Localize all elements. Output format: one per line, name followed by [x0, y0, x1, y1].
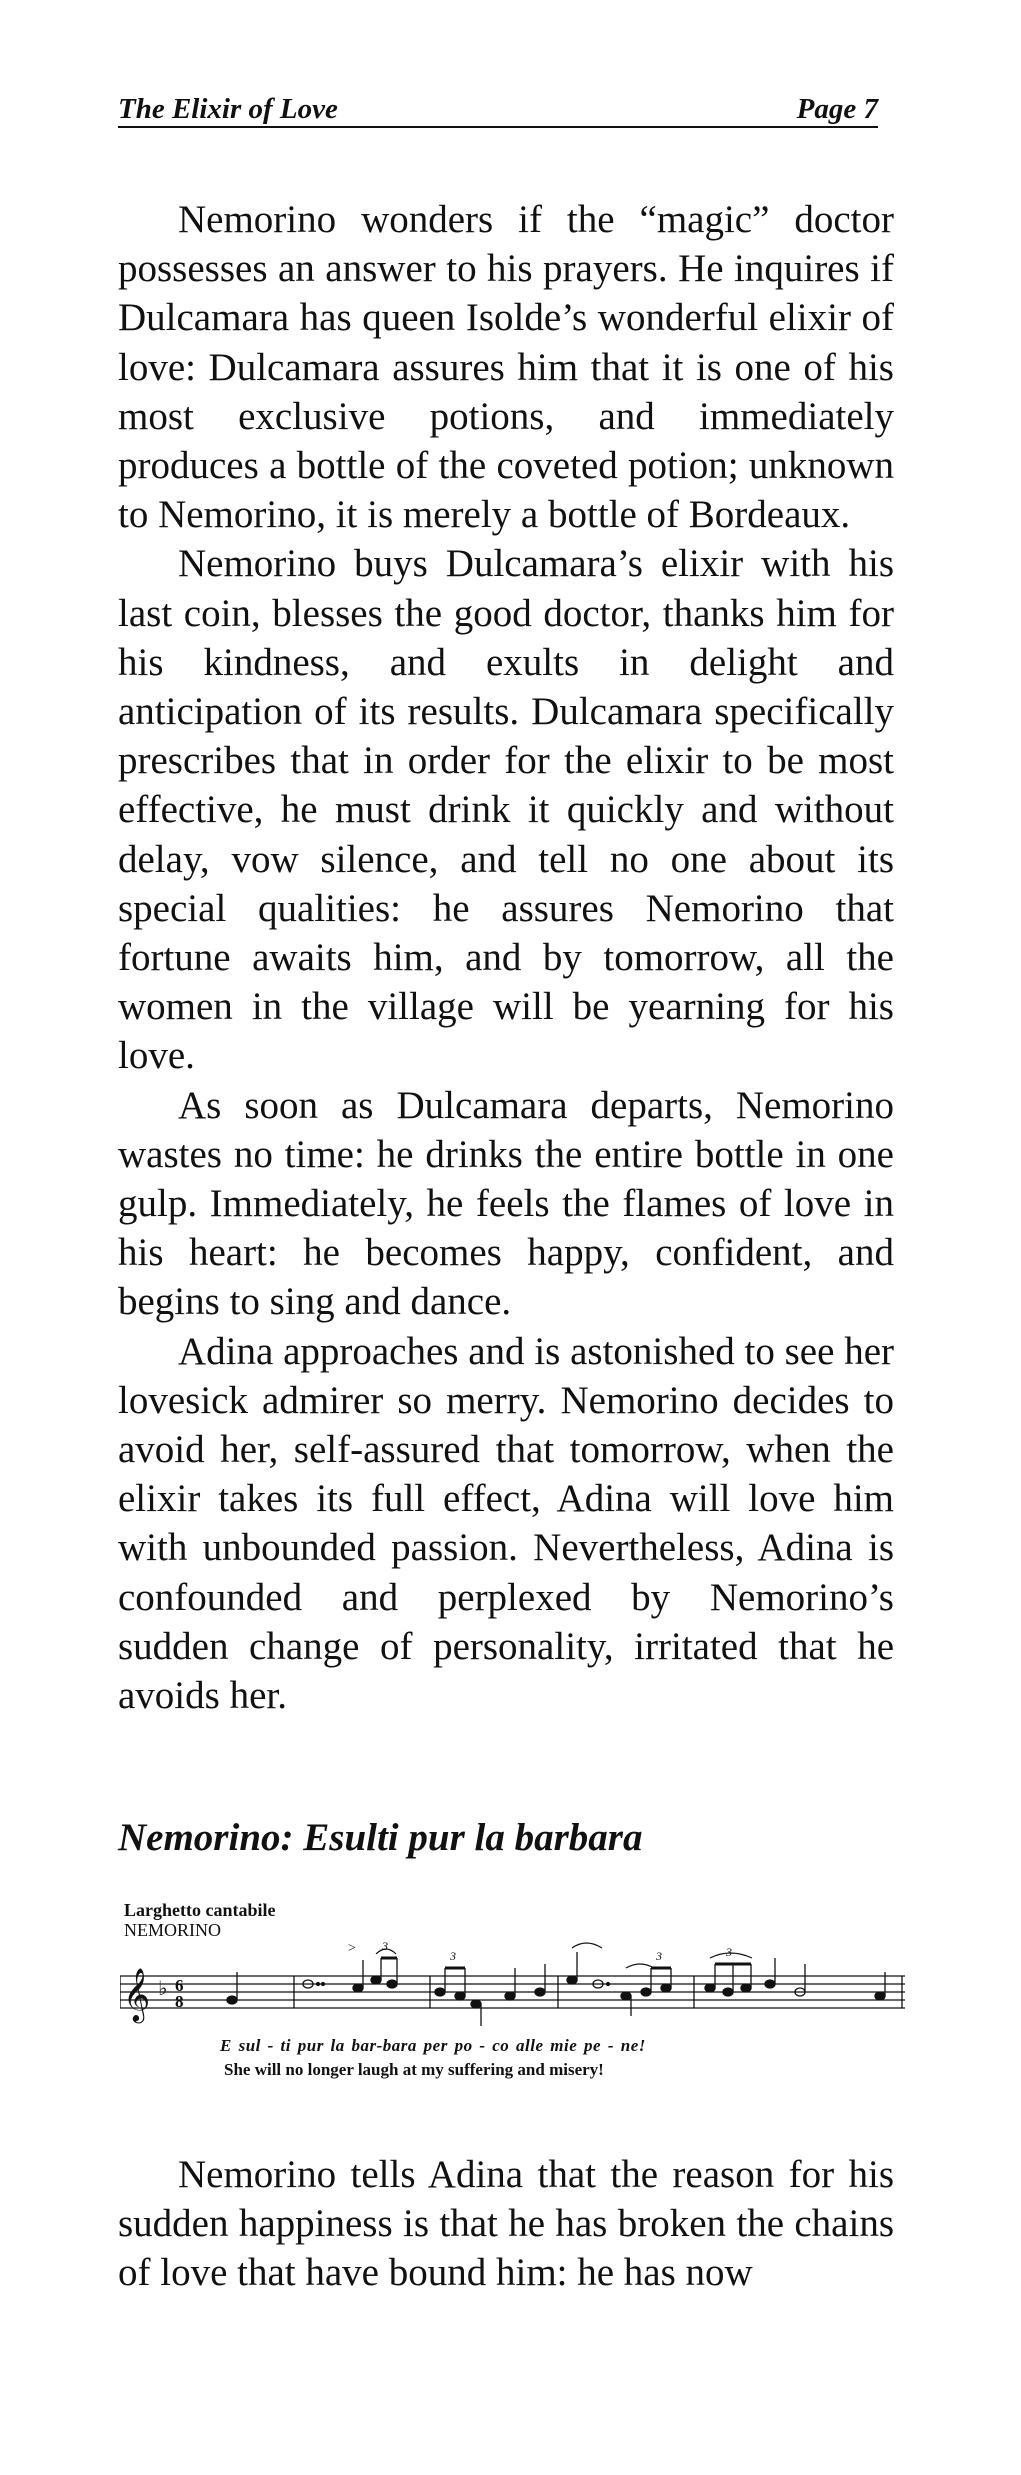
lyrics-italian: E sul - ti pur la bar-bara per po - co alle mie pe - ne! [220, 2036, 646, 2055]
paragraph: As soon as Dulcamara departs, Nemorino wastes no time: he drinks the entire bottle in one gulp. Immediately, he feels the flames of love in his heart: he becomes happy, confident, and begins to sing and dance. [118, 1083, 894, 1324]
paragraph: Nemorino buys Dulcamara’s elixir with his last coin, blesses the good doctor, thanks him for his kindness, and exults in delight and anticipation of its results. Dulcamara specifically prescribes that in order for the elixir to be most effective, he must drink it quickly and without delay, vow silence, and tell no one about its special qualities: he assures Nemorino that fortune awaits him, and by tomorrow, all the women in the village will be yearning for his love. [118, 542, 894, 1078]
svg-text:3: 3 [382, 1939, 388, 1953]
svg-text:3: 3 [656, 1949, 662, 1963]
running-head [118, 92, 878, 128]
svg-text:3: 3 [450, 1949, 456, 1963]
svg-text:3: 3 [726, 1945, 732, 1959]
paragraph: Nemorino wonders if the “magic” doctor possesses an answer to his prayers. He inquires if Dulcamara has queen Isolde’s wonderful elixir of love: Dulcamara assures him that it is one of his most exclusive potions, and immediately produces a bottle of the coveted potion; unknown to Nemorino, it is merely a bottle of Bordeaux. [118, 198, 894, 537]
role-name: NEMORINO [124, 1920, 221, 1940]
closing-text [118, 2150, 894, 2298]
flat-icon: ♭ [158, 1976, 168, 2000]
running-head-title: The Elixir of Love [118, 93, 338, 125]
paragraph: Adina approaches and is astonished to see her lovesick admirer so merry. Nemorino decides to avoid her, self-assured that tomorrow, when the elixir takes its full effect, Adina will love him with unbounded passion. Nevertheless, Adina is confounded and perplexed by Nemorino’s sudden change of personality, irritated that he avoids her. [118, 1329, 894, 1718]
page-number: Page 7 [796, 93, 878, 125]
paragraph: Nemorino tells Adina that the reason for his sudden happiness is that he has broken the chains of love that have bound him: he has now [118, 2153, 894, 2295]
music-example [120, 1898, 910, 2098]
svg-text:6: 6 [175, 1976, 184, 1995]
lyrics-translation: She will no longer laugh at my suffering and misery! [224, 2060, 604, 2079]
tempo-marking: Larghetto cantabile [124, 1900, 276, 1920]
aria-heading: Nemorino: Esulti pur la barbara [118, 1816, 643, 1859]
music-staff [120, 1938, 910, 2038]
svg-text:8: 8 [175, 1992, 184, 2011]
svg-text:>: > [348, 1941, 356, 1956]
body-text [118, 195, 894, 1720]
treble-clef-icon: 𝄞 [123, 1967, 151, 2021]
